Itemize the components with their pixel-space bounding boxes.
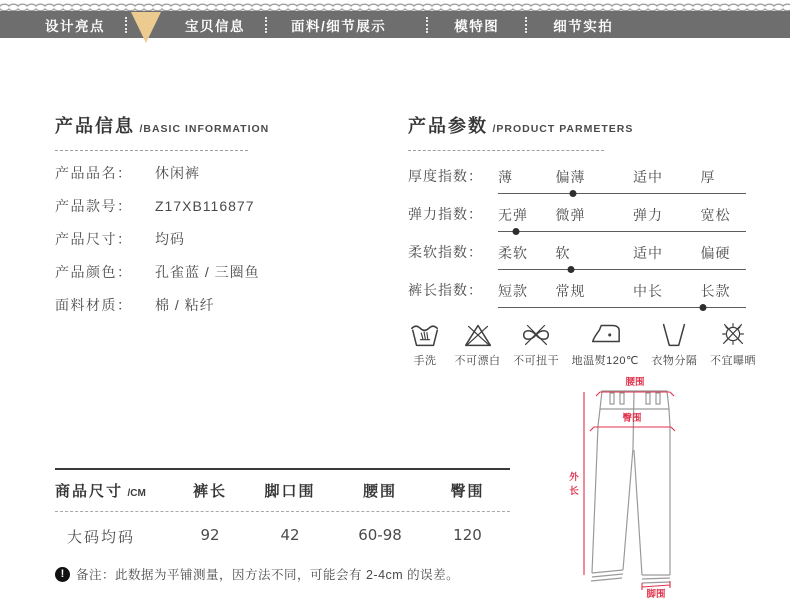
tab-fabric-details[interactable]: 面料/细节展示 bbox=[291, 18, 387, 34]
measurement-note bbox=[55, 565, 510, 583]
scale-option: 常规 bbox=[555, 283, 586, 299]
scale-option: 薄 bbox=[498, 169, 513, 185]
info-row-size bbox=[55, 229, 385, 249]
care-item bbox=[408, 319, 442, 368]
basic-info-section bbox=[55, 112, 385, 328]
indicator-scale bbox=[498, 167, 748, 195]
care-label: 地温熨120℃ bbox=[571, 355, 639, 367]
column-header-hip: 臀围 bbox=[450, 483, 485, 500]
care-item bbox=[572, 319, 639, 368]
note-text: 备注：此数据为平铺测量，因方法不同，可能会有 2-4cm 的误差。 bbox=[76, 568, 460, 582]
indicator-scale bbox=[498, 205, 748, 233]
scale-option: 适中 bbox=[633, 169, 663, 185]
hand-wash-icon bbox=[408, 319, 442, 349]
info-value: 棉 / 粘纤 bbox=[155, 297, 215, 313]
tab-detail-shots[interactable]: 细节实拍 bbox=[553, 18, 614, 34]
scale-option: 偏硬 bbox=[700, 245, 731, 261]
scale-option: 短款 bbox=[498, 283, 528, 299]
active-tab-triangle-marker-icon bbox=[131, 12, 161, 43]
scale-option: 适中 bbox=[633, 245, 663, 261]
iron-low-temp-icon bbox=[588, 319, 622, 349]
pants-measurement-diagram bbox=[558, 376, 753, 598]
info-value: 休闲裤 bbox=[155, 165, 200, 181]
scale-line bbox=[498, 193, 746, 194]
info-value: 孔雀蓝 / 三圈鱼 bbox=[155, 264, 260, 280]
info-row-material bbox=[55, 295, 385, 315]
scale-dot-marker bbox=[567, 266, 574, 273]
hip-measure-label: 臀围 bbox=[622, 413, 642, 424]
column-header-waist: 腰围 bbox=[362, 483, 397, 500]
info-value: 均码 bbox=[155, 231, 185, 247]
indicator-thickness bbox=[408, 167, 760, 195]
indicator-softness bbox=[408, 243, 760, 271]
care-instructions-row bbox=[408, 319, 756, 368]
info-label: 产品尺寸： bbox=[55, 231, 133, 247]
column-header-pant-length: 裤长 bbox=[192, 483, 227, 500]
scale-dot-marker bbox=[570, 190, 577, 197]
care-item bbox=[513, 319, 559, 368]
info-label: 产品颜色： bbox=[55, 264, 133, 280]
care-label: 不可漂白 bbox=[454, 355, 501, 367]
table-row bbox=[55, 512, 510, 557]
indicator-label: 裤长指数： bbox=[408, 282, 483, 298]
column-header-leg-opening: 脚口围 bbox=[264, 483, 316, 500]
care-label: 不可扭干 bbox=[513, 355, 560, 367]
hip-value: 120 bbox=[453, 526, 482, 544]
size-table-unit: /CM bbox=[127, 488, 146, 499]
waist-value: 60-98 bbox=[358, 526, 402, 544]
outer-length-label-char1: 外 bbox=[569, 472, 579, 483]
scale-option: 宽松 bbox=[700, 207, 731, 223]
scale-dot-marker bbox=[700, 304, 707, 311]
info-value: Z17XB116877 bbox=[155, 198, 255, 214]
no-bleach-icon bbox=[461, 319, 495, 349]
outer-length-label-char2: 长 bbox=[569, 486, 579, 497]
indicator-scale bbox=[498, 281, 748, 309]
tab-design-highlights[interactable]: 设计亮点 bbox=[45, 18, 105, 34]
hem-measure-label: 脚围 bbox=[646, 589, 666, 598]
section-nav-bar bbox=[0, 11, 790, 38]
basic-info-subtitle: /BASIC INFORMATION bbox=[139, 123, 270, 135]
indicator-label: 厚度指数： bbox=[408, 168, 483, 184]
scale-option: 软 bbox=[555, 245, 571, 261]
basic-info-title: 产品信息 bbox=[55, 116, 135, 136]
scale-dot-marker bbox=[512, 228, 519, 235]
scale-line bbox=[498, 307, 746, 308]
wash-separately-icon bbox=[657, 319, 691, 349]
scale-line bbox=[498, 269, 746, 270]
no-sun-exposure-icon bbox=[716, 319, 750, 349]
info-label: 产品品名： bbox=[55, 165, 133, 181]
scale-option: 长款 bbox=[700, 283, 731, 299]
size-cell: 大码均码 bbox=[67, 529, 136, 546]
info-label: 面料材质： bbox=[55, 297, 133, 313]
indicator-label: 柔软指数： bbox=[408, 244, 483, 260]
parameters-title: 产品参数 bbox=[408, 116, 488, 136]
scale-option: 偏薄 bbox=[555, 169, 586, 185]
size-table-title: 商品尺寸 bbox=[55, 483, 124, 500]
dashed-divider bbox=[408, 150, 604, 151]
care-label: 衣物分隔 bbox=[651, 355, 698, 367]
scale-option: 柔软 bbox=[498, 245, 528, 261]
info-label: 产品款号： bbox=[55, 198, 133, 214]
care-item bbox=[651, 319, 697, 368]
scale-line bbox=[498, 231, 746, 232]
care-label: 不宜曝晒 bbox=[709, 355, 756, 367]
waist-measure-label: 腰围 bbox=[625, 377, 645, 388]
scale-option: 弹力 bbox=[633, 207, 663, 223]
indicator-elasticity bbox=[408, 205, 760, 233]
care-label: 手洗 bbox=[413, 355, 437, 367]
chain-border-decoration bbox=[0, 0, 790, 11]
tab-model-photos[interactable]: 模特图 bbox=[454, 18, 500, 34]
indicator-pant-length bbox=[408, 281, 760, 309]
care-item bbox=[455, 319, 501, 368]
no-wring-icon bbox=[519, 319, 553, 349]
size-table-header bbox=[55, 468, 510, 501]
indicator-scale bbox=[498, 243, 748, 271]
care-item bbox=[710, 319, 756, 368]
info-row-product-name bbox=[55, 163, 385, 183]
parameters-subtitle: /PRODUCT PARMETERS bbox=[492, 123, 634, 135]
pant-length-value: 92 bbox=[200, 526, 220, 544]
size-chart-table bbox=[55, 468, 510, 583]
scale-option: 厚 bbox=[700, 169, 716, 185]
scale-option: 无弹 bbox=[498, 207, 528, 223]
scale-option: 中长 bbox=[633, 283, 663, 299]
scale-option: 微弹 bbox=[555, 207, 586, 223]
info-row-style-number bbox=[55, 196, 385, 216]
dashed-divider bbox=[55, 150, 248, 151]
info-row-color bbox=[55, 262, 385, 282]
indicator-label: 弹力指数： bbox=[408, 206, 483, 222]
tab-product-info[interactable]: 宝贝信息 bbox=[185, 18, 245, 34]
leg-opening-value: 42 bbox=[280, 526, 300, 544]
product-parameters-section bbox=[408, 112, 760, 368]
exclamation-icon: ! bbox=[55, 567, 70, 582]
